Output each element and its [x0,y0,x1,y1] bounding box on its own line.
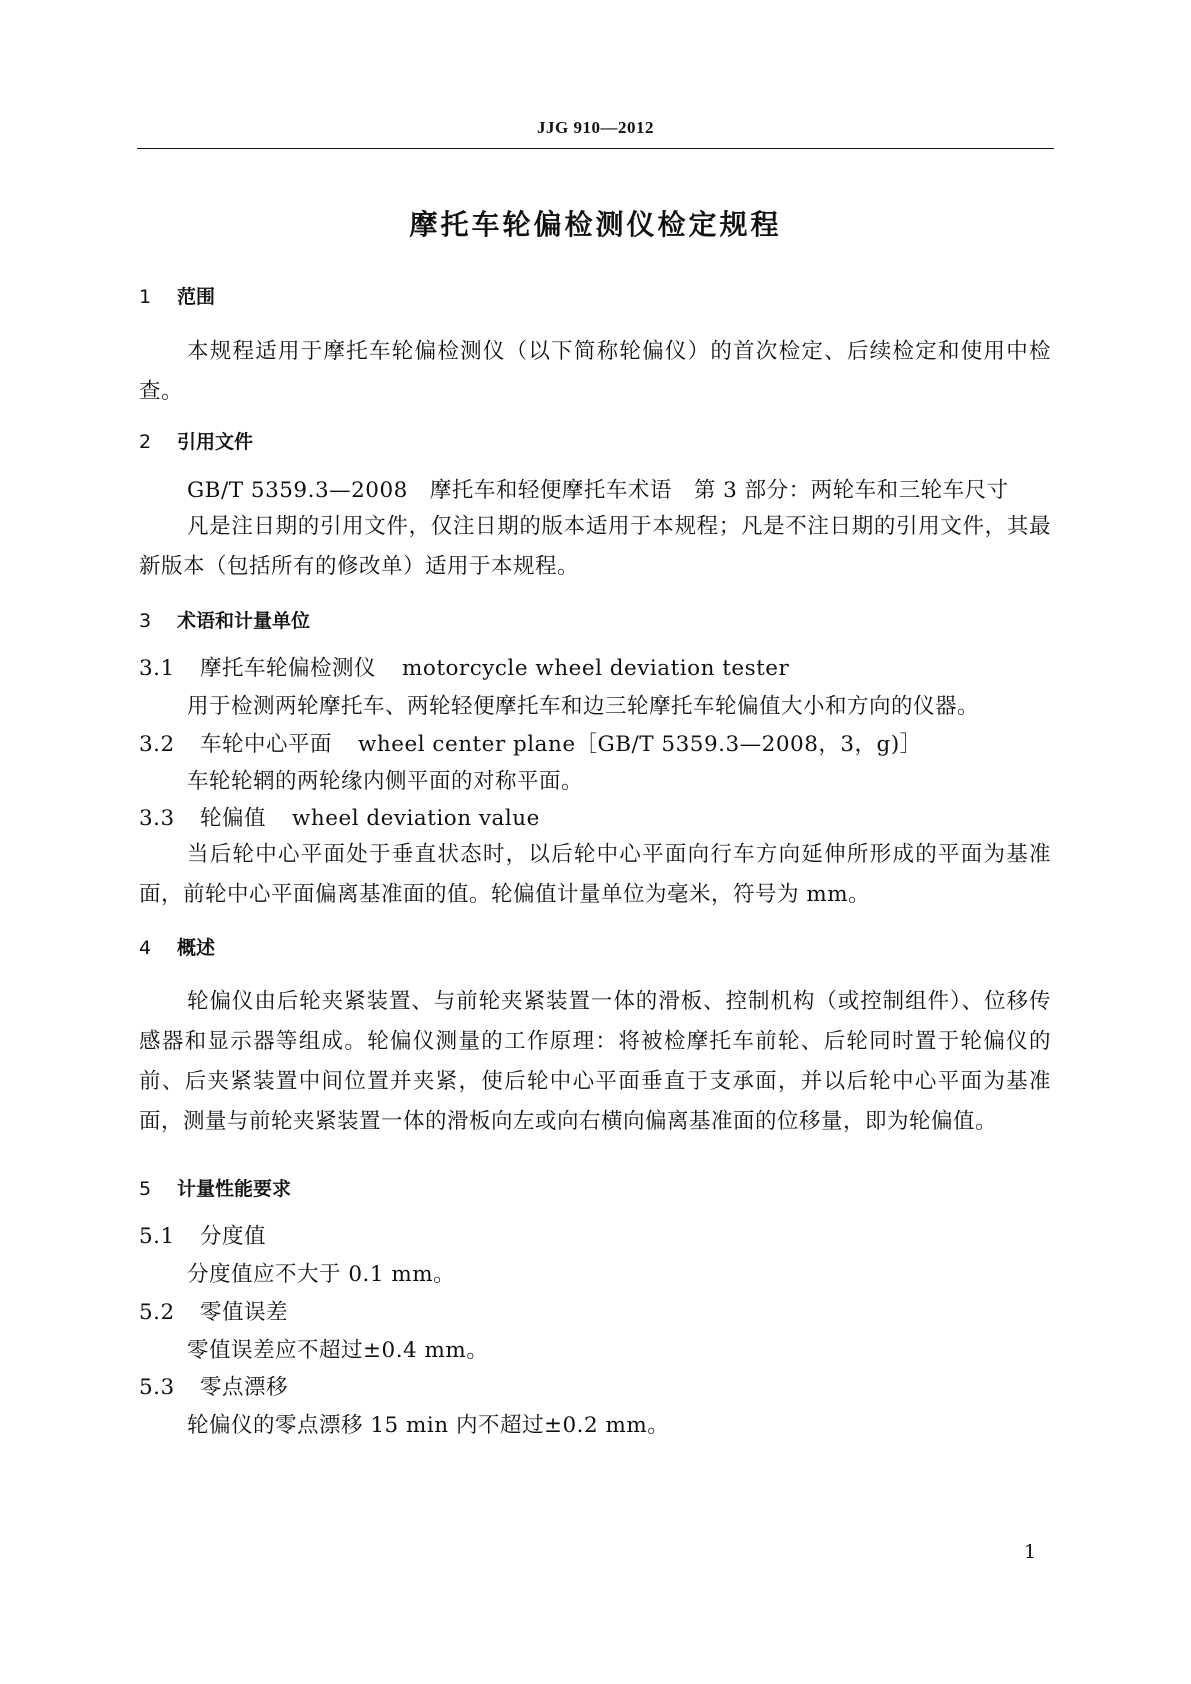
term-3-3-definition: 当后轮中心平面处于垂直状态时，以后轮中心平面向行车方向延伸所形成的平面为基准面，前轮中心平面偏离基准面的值。轮偏值计量单位为毫米，符号为 mm。 [139,842,1051,907]
term-en: motorcycle wheel deviation tester [402,656,790,681]
requirement-5-1-text: 分度值应不大于 0.1 mm。 [187,1262,456,1287]
term-3-1 [139,654,789,684]
references-paragraph: 凡是注日期的引用文件，仅注日期的版本适用于本规程；凡是不注日期的引用文件，其最新版本（包括所有的修改单）适用于本规程。 [139,514,1051,579]
section-number: 1 [139,286,152,308]
requirement-title: 分度值 [200,1224,267,1249]
section-title: 范围 [177,286,216,308]
requirement-title: 零值误差 [200,1300,289,1325]
section-number: 4 [139,937,152,959]
overview-paragraph: 轮偏仪由后轮夹紧装置、与前轮夹紧装置一体的滑板、控制机构（或控制组件）、位移传感器和显示器等组成。轮偏仪测量的工作原理：将被检摩托车前轮、后轮同时置于轮偏仪的前、后夹紧装置中间位置并夹紧，使后轮中心平面垂直于支承面，并以后轮中心平面为基准面，测量与前轮夹紧装置一体的滑板向左或向右横向偏离基准面的位移量，即为轮偏值。 [139,989,1051,1134]
term-number: 3.1 [139,656,175,681]
section-title: 术语和计量单位 [177,610,311,632]
section-heading-overview [139,933,215,960]
term-en: wheel deviation value [292,806,540,831]
term-3-2-definition: 车轮轮辋的两轮缘内侧平面的对称平面。 [187,769,584,794]
requirement-number: 5.3 [139,1375,175,1400]
term-zh: 车轮中心平面 [200,732,333,757]
section-title: 概述 [177,937,216,959]
section-number: 3 [139,610,152,632]
term-number: 3.3 [139,806,175,831]
requirement-5-3-text: 轮偏仪的零点漂移 15 min 内不超过±0.2 mm。 [187,1413,670,1438]
section-heading-scope [139,282,215,309]
section-title: 引用文件 [177,431,254,453]
header-divider [137,148,1054,149]
requirement-5-2-text: 零值误差应不超过±0.4 mm。 [187,1338,489,1363]
section-number: 2 [139,431,152,453]
section-heading-metrology [139,1174,291,1201]
requirement-number: 5.1 [139,1224,175,1249]
requirement-5-3 [139,1373,288,1403]
requirement-5-1 [139,1222,266,1252]
reference-standard: GB/T 5359.3—2008 摩托车和轻便摩托车术语 第 3 部分：两轮车和三轮车尺寸 [187,478,1009,503]
section-heading-references [139,427,253,454]
requirement-5-2 [139,1298,288,1328]
section-heading-terms [139,606,310,633]
document-title: 摩托车轮偏检测仪检定规程 [409,208,782,241]
page-number: 1 [1024,1541,1037,1563]
section-title: 计量性能要求 [177,1178,292,1200]
term-3-3 [139,804,540,834]
scope-paragraph: 本规程适用于摩托车轮偏检测仪（以下简称轮偏仪）的首次检定、后续检定和使用中检查。 [139,339,1051,404]
term-en: wheel center plane［GB/T 5359.3—2008，3，g)］ [358,732,922,757]
term-number: 3.2 [139,732,175,757]
page-header-code: JJG 910—2012 [537,118,654,137]
requirement-number: 5.2 [139,1300,175,1325]
term-zh: 摩托车轮偏检测仪 [200,656,377,681]
term-zh: 轮偏值 [200,806,267,831]
term-3-1-definition: 用于检测两轮摩托车、两轮轻便摩托车和边三轮摩托车轮偏值大小和方向的仪器。 [187,694,980,719]
section-number: 5 [139,1178,152,1200]
requirement-title: 零点漂移 [200,1375,289,1400]
term-3-2 [139,730,922,760]
